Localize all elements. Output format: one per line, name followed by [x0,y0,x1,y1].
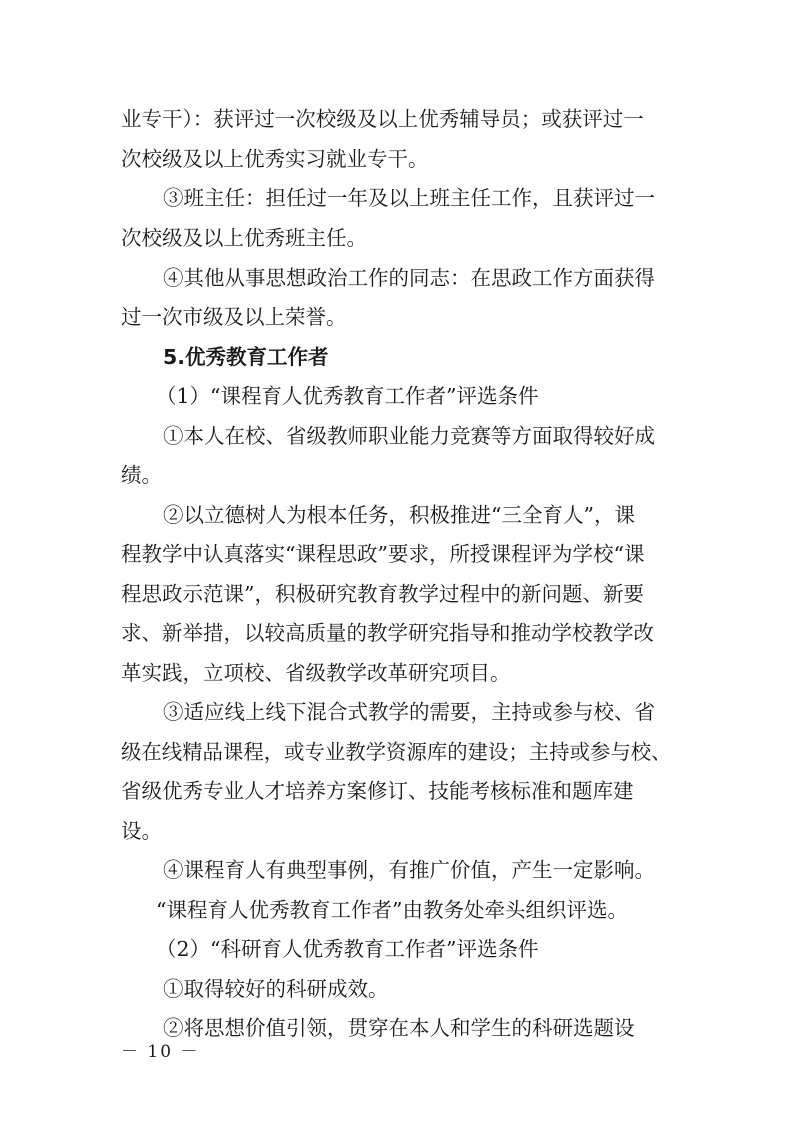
text-line: ①取得较好的科研成效。 [163,977,389,1001]
text-line: ③班主任：担任过一年及以上班主任工作，且获评过一 [163,186,655,210]
text-line: ①本人在校、省级教师职业能力竞赛等方面取得较好成 [163,424,655,448]
text-line: 革实践，立项校、省级教学改革研究项目。 [121,661,511,685]
text-line: 过一次市级及以上荣誉。 [121,305,347,329]
text-line: 绩。 [121,463,162,487]
text-line: 程思政示范课”，积极研究教育教学过程中的新问题、新要 [121,582,644,606]
text-line: “课程育人优秀教育工作者”由教务处牵头组织评选。 [156,898,628,922]
text-line: 省级优秀专业人才培养方案修订、技能考核标准和题库建 [121,779,634,803]
text-line: 次校级及以上优秀实习就业专干。 [121,147,429,171]
text-line: 次校级及以上优秀班主任。 [121,226,367,250]
page-number: － 10 － [121,1042,200,1062]
text-line: ④其他从事思想政治工作的同志：在思政工作方面获得 [163,266,655,290]
text-line: ②以立德树人为根本任务，积极推进“三全育人”，课 [163,503,635,527]
subsection-heading: （2）“科研育人优秀教育工作者”评选条件 [156,937,539,961]
text-line: 设。 [121,819,162,843]
text-line: 业专干）：获评过一次校级及以上优秀辅导员；或获评过一 [121,107,644,131]
text-line: ②将思想价值引领，贯穿在本人和学生的科研选题设 [163,1016,635,1040]
section-heading: 5.优秀教育工作者 [163,345,329,369]
text-line: 求、新举措，以较高质量的教学研究指导和推动学校教学改 [121,621,654,645]
text-line: 级在线精品课程，或专业教学资源库的建设；主持或参与校、 [121,740,672,764]
subsection-heading: （1）“课程育人优秀教育工作者”评选条件 [156,384,539,408]
text-line: ④课程育人有典型事例，有推广价值，产生一定影响。 [163,858,655,882]
text-line: ③适应线上线下混合式教学的需要，主持或参与校、省 [163,700,655,724]
text-line: 程教学中认真落实“课程思政”要求，所授课程评为学校“课 [121,542,645,566]
